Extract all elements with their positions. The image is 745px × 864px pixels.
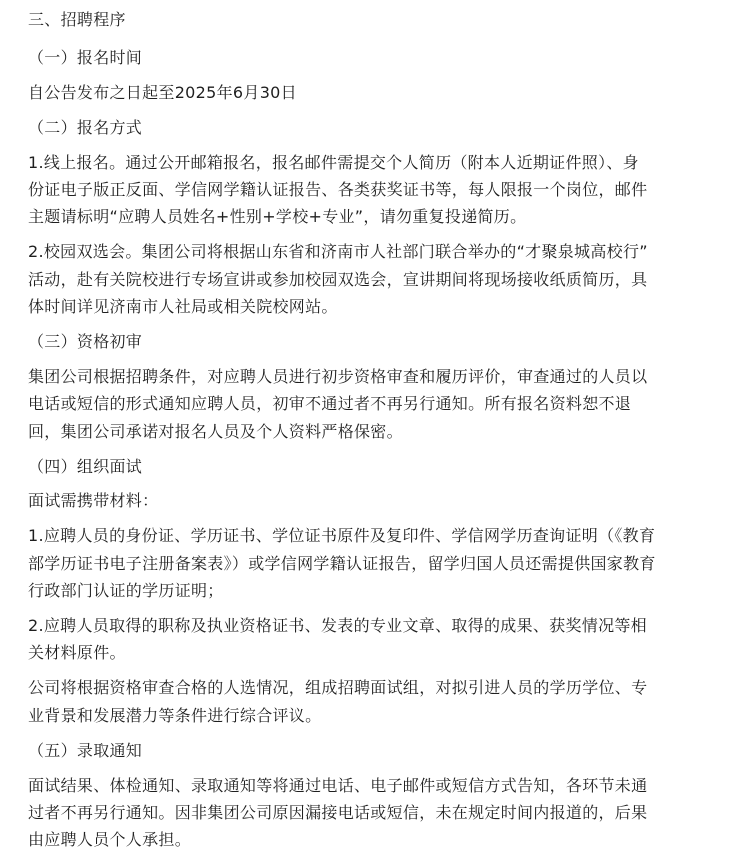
paragraph-line: 活动，赴有关院校进行专场宣讲或参加校园双选会，宣讲期间将现场接收纸质简历，具 [28, 270, 648, 289]
paragraph-line: 1.线上报名。通过公开邮箱报名，报名邮件需提交个人简历（附本人近期证件照）、身 [28, 153, 639, 172]
paragraph-line: 业背景和发展潜力等条件进行综合评议。 [28, 706, 322, 725]
paragraph-line: 关材料原件。 [28, 643, 126, 662]
registration-time-text: 自公告发布之日起至2025年6月30日 [28, 83, 297, 102]
paragraph-line: 2.应聘人员取得的职称及执业资格证书、发表的专业文章、取得的成果、获奖情况等相 [28, 616, 647, 635]
paragraph-line: 公司将根据资格审查合格的人选情况，组成招聘面试组，对拟引进人员的学历学位、专 [28, 678, 648, 697]
paragraph-line: 过者不再另行通知。因非集团公司原因漏接电话或短信，未在规定时间内报道的，后果 [28, 803, 648, 822]
paragraph-line: 面试结果、体检通知、录取通知等将通过电话、电子邮件或短信方式告知，各环节未通 [28, 776, 648, 795]
paragraph-line: 部学历证书电子注册备案表》）或学信网学籍认证报告，留学归国人员还需提供国家教育 [28, 554, 656, 573]
subsection-heading-admission-notice: （五）录取通知 [28, 741, 143, 760]
paragraph-line: 回，集团公司承诺对报名人员及个人资料严格保密。 [28, 422, 403, 441]
paragraph-line: 份证电子版正反面、学信网学籍认证报告、各类获奖证书等，每人限报一个岗位，邮件 [28, 180, 648, 199]
paragraph-line: 由应聘人员个人承担。 [28, 830, 192, 849]
paragraph-line: 2.校园双选会。集团公司将根据山东省和济南市人社部门联合举办的“才聚泉城高校行” [28, 242, 648, 261]
paragraph-line: 电话或短信的形式通知应聘人员，初审不通过者不再另行通知。所有报名资料恕不退 [28, 394, 632, 413]
paragraph-line: 行政部门认证的学历证明； [28, 581, 224, 600]
subsection-heading-interview: （四）组织面试 [28, 457, 143, 476]
paragraph-line: 集团公司根据招聘条件，对应聘人员进行初步资格审查和履历评价，审查通过的人员以 [28, 367, 648, 386]
subsection-heading-qualification-review: （三）资格初审 [28, 332, 143, 351]
paragraph-line: 主题请标明“应聘人员姓名+性别+学校+专业”，请勿重复投递简历。 [28, 207, 527, 226]
section-title: 三、招聘程序 [28, 10, 126, 29]
subsection-heading-registration-time: （一）报名时间 [28, 48, 143, 67]
interview-materials-intro: 面试需携带材料： [28, 491, 159, 510]
paragraph-line: 1.应聘人员的身份证、学历证书、学位证书原件及复印件、学信网学历查询证明（《教育 [28, 526, 656, 545]
paragraph-line: 体时间详见济南市人社局或相关院校网站。 [28, 297, 338, 316]
subsection-heading-registration-method: （二）报名方式 [28, 118, 143, 137]
